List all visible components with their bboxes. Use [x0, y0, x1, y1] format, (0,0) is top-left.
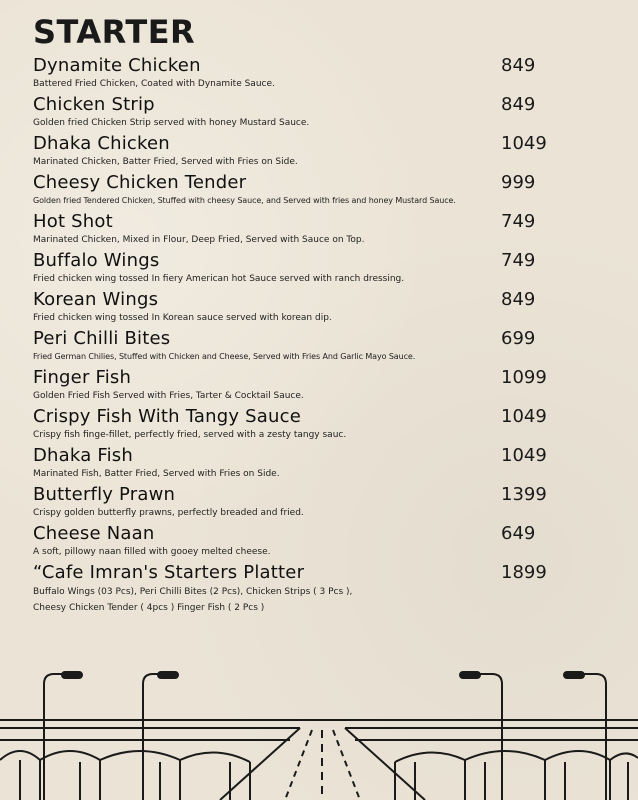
item-price: 1049	[501, 445, 547, 466]
item-price: 699	[501, 328, 536, 349]
item-price: 1399	[501, 484, 547, 505]
item-price: 749	[501, 211, 536, 232]
item-name: “Cafe Imran's Starters Platter	[33, 562, 305, 583]
item-price: 1049	[501, 133, 547, 154]
item-price: 749	[501, 250, 536, 271]
item-description: Crispy golden butterfly prawns, perfectly breaded and fried.	[33, 508, 304, 518]
item-name: Cheesy Chicken Tender	[33, 172, 247, 193]
menu-item	[33, 288, 613, 327]
menu-item	[33, 93, 613, 132]
item-name: Finger Fish	[33, 367, 132, 388]
item-description: A soft, pillowy naan filled with gooey melted cheese.	[33, 547, 271, 557]
menu-item	[33, 249, 613, 288]
item-name: Peri Chilli Bites	[33, 328, 171, 349]
menu-item	[33, 405, 613, 444]
item-name: Cheese Naan	[33, 523, 155, 544]
menu-item	[33, 171, 613, 210]
item-description: Golden fried Tendered Chicken, Stuffed with cheesy Sauce, and Served with fries and honey Mustard Sauce.	[33, 196, 456, 205]
item-description: Fried chicken wing tossed In fiery American hot Sauce served with ranch dressing.	[33, 274, 405, 284]
item-description: Marinated Chicken, Batter Fried, Served with Fries on Side.	[33, 157, 298, 167]
item-name: Dhaka Fish	[33, 445, 133, 466]
starter-menu	[33, 14, 613, 616]
street-lamp-icon	[44, 672, 82, 800]
item-name: Butterfly Prawn	[33, 484, 176, 505]
item-description: Fried German Chilies, Stuffed with Chicken and Cheese, Served with Fries And Garlic Mayo Sauce.	[33, 352, 416, 361]
item-name: Buffalo Wings	[33, 250, 160, 271]
overpass-bridge	[0, 720, 638, 800]
item-description-line: Buffalo Wings (03 Pcs), Peri Chilli Bites (2 Pcs), Chicken Strips ( 3 Pcs ),	[33, 587, 353, 597]
menu-item	[33, 483, 613, 522]
highway-overpass-illustration	[0, 670, 638, 800]
street-lamp-icon	[460, 672, 502, 800]
menu-item	[33, 366, 613, 405]
menu-item	[33, 561, 613, 616]
item-price: 849	[501, 289, 536, 310]
item-description	[33, 584, 613, 616]
item-price: 849	[501, 94, 536, 115]
item-description: Fried chicken wing tossed In Korean sauce served with korean dip.	[33, 313, 332, 323]
item-price: 849	[501, 55, 536, 76]
menu-item	[33, 54, 613, 93]
item-description: Marinated Chicken, Mixed in Flour, Deep Fried, Served with Sauce on Top.	[33, 235, 365, 245]
item-name: Dynamite Chicken	[33, 55, 201, 76]
item-description: Crispy fish finge-fillet, perfectly fried, served with a zesty tangy sauc.	[33, 430, 347, 440]
menu-item	[33, 132, 613, 171]
item-name: Korean Wings	[33, 289, 159, 310]
item-name: Hot Shot	[33, 211, 113, 232]
item-name: Crispy Fish With Tangy Sauce	[33, 406, 301, 427]
menu-item	[33, 444, 613, 483]
item-price: 649	[501, 523, 536, 544]
menu-item	[33, 522, 613, 561]
section-title: STARTER	[33, 13, 196, 51]
street-lamp-icon	[564, 672, 606, 800]
item-name: Dhaka Chicken	[33, 133, 170, 154]
item-price: 1049	[501, 406, 547, 427]
item-price: 999	[501, 172, 536, 193]
menu-item	[33, 210, 613, 249]
item-description: Golden fried Chicken Strip served with honey Mustard Sauce.	[33, 118, 310, 128]
item-name: Chicken Strip	[33, 94, 155, 115]
item-description: Golden Fried Fish Served with Fries, Tarter & Cocktail Sauce.	[33, 391, 304, 401]
item-description: Marinated Fish, Batter Fried, Served with Fries on Side.	[33, 469, 280, 479]
menu-item	[33, 327, 613, 366]
item-price: 1899	[501, 562, 547, 583]
item-price: 1099	[501, 367, 547, 388]
item-description: Battered Fried Chicken, Coated with Dynamite Sauce.	[33, 79, 275, 89]
item-description-line: Cheesy Chicken Tender ( 4pcs ) Finger Fish ( 2 Pcs )	[33, 603, 265, 613]
